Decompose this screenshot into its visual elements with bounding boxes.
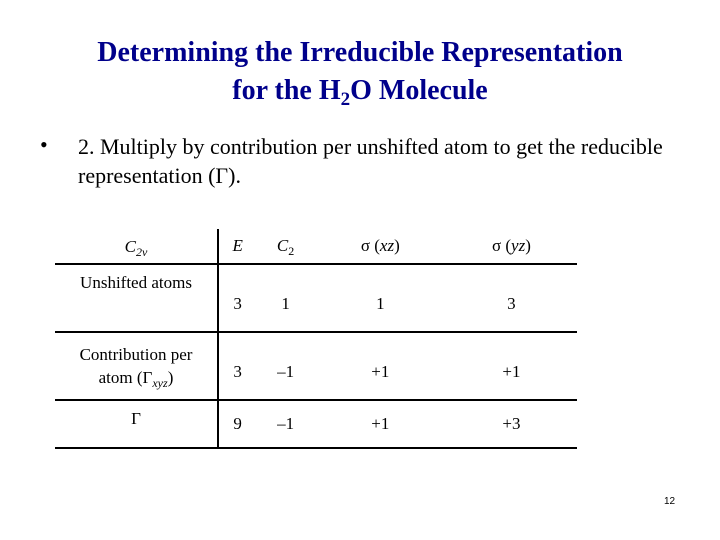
table-cell: 1 bbox=[256, 264, 314, 332]
row-label-unshifted: Unshifted atoms bbox=[55, 264, 218, 332]
table-cell: –1 bbox=[256, 400, 314, 448]
table-cell: 3 bbox=[446, 264, 577, 332]
table-row bbox=[55, 332, 577, 400]
table-cell: –1 bbox=[256, 332, 314, 400]
title-line-1: Determining the Irreducible Representation bbox=[97, 37, 623, 68]
table-row bbox=[55, 400, 577, 448]
table-cell: 3 bbox=[218, 264, 256, 332]
title-line-2-pre: for the H bbox=[232, 75, 341, 106]
bullet-text: 2. Multiply by contribution per unshifted atom to get the reducible representation (Γ). bbox=[78, 134, 663, 188]
title-line-2-sub: 2 bbox=[340, 89, 351, 110]
title-line-2-post: O Molecule bbox=[350, 75, 488, 106]
header-col-sigma-yz: σ (yz) bbox=[446, 229, 577, 264]
row-label-gamma: Γ bbox=[55, 400, 218, 448]
table-cell: +1 bbox=[315, 332, 446, 400]
header-point-group: $C_{2v}$ bbox=[55, 229, 218, 264]
table-cell: 3 bbox=[218, 332, 256, 400]
header-col-e: E bbox=[218, 229, 256, 264]
character-table bbox=[55, 229, 577, 449]
table-cell: +3 bbox=[446, 400, 577, 448]
table-cell: 1 bbox=[315, 264, 446, 332]
table-row bbox=[55, 264, 577, 332]
table-cell: +1 bbox=[446, 332, 577, 400]
title-line-2 bbox=[0, 72, 720, 110]
table-cell: 9 bbox=[218, 400, 256, 448]
row-label-contribution: Contribution per atom $(\Gamma_{xyz})$ bbox=[55, 332, 218, 400]
slide-title bbox=[0, 34, 720, 110]
page-number: 12 bbox=[664, 496, 676, 507]
table-cell: +1 bbox=[315, 400, 446, 448]
header-col-c2: $C_2$ bbox=[256, 229, 314, 264]
bullet-marker: • bbox=[40, 132, 48, 157]
table-header-row bbox=[55, 229, 577, 264]
header-col-sigma-xz: σ (xz) bbox=[315, 229, 446, 264]
